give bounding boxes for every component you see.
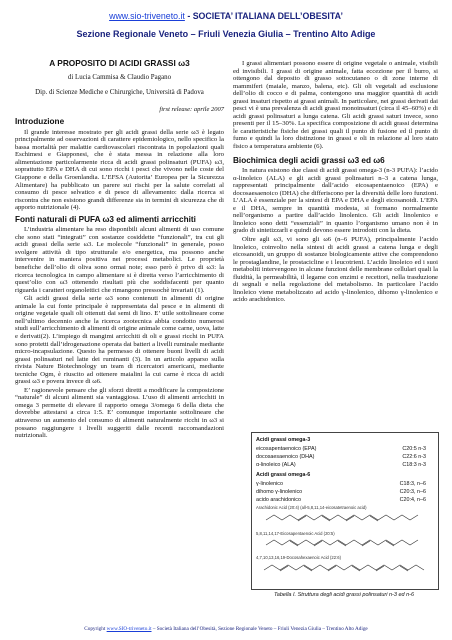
fats-paragraph: I grassi alimentari possono essere di origine vegetale o animale, visibili ed invisibili. I grassi di origine animale, fatta eccezione per il burro, si ottengono dal deposito di grasso sottocutaneo o di zone interne di mammiferi (maiale, manzo, balena, etc). Gli oli vegetali ad esclusione dell’olio di cocco e di palma, contengono una maggior quantità di acidi grassi insaturi rispetto ai grassi animali. In particolare, nei grassi derivati dai pesci vi è una prevalenza di acidi grassi monoinsaturi (circa il 45–60%) e di acidi grassi polinsaturi a lunga catena. Gli acidi grassi saturi invece, sono presenti per il 15–30%. La specifica composizione di acidi grassi determina le caratteristiche fisiche dei grassi quali il punto di fusione ed il punto di fumo e quindi la loro distinzione in grassi e oli in relazione al loro stato fisico a temperatura ambiente (6). bbox=[233, 60, 438, 151]
epa-structure: 5,8,11,14,17-Eicosapentaenoic Acid (20:5) bbox=[256, 531, 432, 556]
epa-molecule-icon bbox=[256, 536, 432, 554]
dha-molecule-icon bbox=[256, 560, 432, 580]
bio-paragraph-2: Oltre agli ω3, vi sono gli ω6 (n–6 PUFA), principalmente l’acido linoleico, coinvolto nella sintesi di acidi grassi a catena lunga e degli eicosanoidi, un gruppo di sostanze biologicamente attive che comprendono le prostaglandine, le prostacicline e i leucotrieni. L’acido linoleico ed i suoi metaboliti intervengono in alcune funzioni delle membrane cellulari quali la fluidità, la permeabilità, il legame con enzimi e recettori, nella trasduzione di segnali e nella regolazione del metabolismo. In particolare l’acido linoleico viene metabolizzato ad acido γ-linolenico, dihomo γ-linolenico e acido arachidonico. bbox=[233, 236, 438, 304]
fatty-acids-table bbox=[251, 432, 439, 590]
arachidonic-molecule-icon bbox=[256, 510, 432, 530]
society-name: - SOCIETA’ ITALIANA DELL’OBESITA’ bbox=[184, 11, 343, 21]
omega3-group-title: Acidi grassi omega-3 bbox=[256, 437, 311, 443]
site-link[interactable]: www.sio-triveneto.it bbox=[109, 11, 185, 21]
table-row: dihomo γ-linolenico C20:3, n–6 bbox=[256, 489, 426, 495]
left-column bbox=[15, 60, 224, 441]
footer bbox=[0, 626, 452, 632]
arachidonic-structure: Arachidonic Acid (20:4) (all-5,8,11,14-eicosatetraenoic acid) bbox=[256, 505, 432, 532]
intro-paragraph: Il grande interesse mostrato per gli acidi grassi della serie ω3 è legato principalmente ad osservazioni di carattere epidemiologico, nello specifico la bassa mortalità per malattie cardiovascolari riscontrata in popolazioni quali Eschimesi e Giapponesi, che è stata messa in relazione alla loro alimentazione particolarmente ricca di acidi grassi polinsaturi (PUFA) ω3, soprattutto EPA e DHA di cui sono ricchi i pesci che vivono nelle coste del Giappone e della Groenlandia. L’EFSA (Autorita’ Europea per la Sicurezza Alimentare) ha pubblicato un parere sui rischi per la salute correlati al consumo di pesce selvatico e di pesce di allevamento: dalla ricerca si riscontra che non esistono grandi differenze sia in termini di sicurezza che di apporto nutrizionale (4). bbox=[15, 128, 224, 212]
table-row: α-linoleico (ALA) C18:3 n-3 bbox=[256, 462, 426, 468]
footer-text: – Società Italiana dell’Obesità, Sezione Regionale Veneto – Friuli Venezia Giulia – Trentino Alto Adige bbox=[151, 626, 368, 632]
header-line bbox=[0, 11, 452, 21]
table-row: acido arachidonico C20:4, n–6 bbox=[256, 497, 426, 503]
table-row: γ-linolenico C18:3, n–6 bbox=[256, 481, 426, 487]
dha-structure: 4,7,10,13,16,19-Docosahexaenoic Acid (22:6) bbox=[256, 555, 432, 582]
table-row: docosaesaenoico (DHA) C22:6 n-3 bbox=[256, 454, 426, 460]
omega6-group-title: Acidi grassi omega-6 bbox=[256, 472, 311, 478]
pufa-heading: Fonti naturali di PUFA ω3 ed alimenti arricchiti bbox=[15, 214, 196, 224]
section-name: Sezione Regionale Veneto – Friuli Venezia Giulia – Trentino Alto Adige bbox=[76, 29, 376, 39]
pufa-paragraph-2: Gli acidi grassi della serie ω3 sono contenuti in alimenti di origine animale la cui fonte principale è rappresentata dal pesce e in alimenti di origine vegetale quali oli ottenuti dai semi di lino. E’ utile sottolineare come nell’ultimo decennio anche la ricerca zootecnica abbia condotto numerosi studi sull’arricchimento di alimenti di origine animale come carne, uova, latte e derivati(2). L’impiego di mangimi arricchiti di oli e grassi ricchi in PUFA sono protetti dall’idrogenazione operata dai batteri a livelli ruminale mediante micro-incapsulazione. Questo ha permesso di ottenere buoni livelli di acidi grassi polinsaturi nel latte dei ruminanti (3). In un articolo apparso sulla rivista Nature Biotechnology un team di ricercatori americani, mediante tecniche Ogm, è riuscito ad ottenere maialini la cui carne è ricca di acidi grassi ω3 e povera invece di ω6. bbox=[15, 295, 224, 386]
bio-paragraph-1: In natura esistono due classi di acidi grassi omega-3 (n-3 PUFA): l’acido α-linoleico (ALA) e gli acidi grassi polinsaturi n–3 a catena lunga, rappresentati principalmente dall’acido eicosapentaenoico (EPA) e docosaesaenoico (DHA) che differiscono per la diversità delle loro funzioni. L’ALA è essenziale per la sintesi di EPA e DHA e degli eicosanoidi. L’EPA e il DHA, sempre in quantità modesta, si formano normalmente nell’organismo a partire dall’acido linolenico. Gli acidi linolenico e linoleico sono detti “essenziali” in quanto l’organismo umano non è in grado di sintetizzarli e quindi devono essere introdotti con la dieta. bbox=[233, 167, 438, 235]
release-date: first release: aprile 2007 bbox=[159, 105, 224, 113]
right-column bbox=[233, 60, 438, 305]
pufa-paragraph-1: L’industria alimentare ha reso disponibili alcuni alimenti di uso comune che sono stati “integrati” con sostanze cosiddette “funzionali”, tra cui gli acidi grassi della serie ω3. Le molecole “funzionali” in generale, posso svolgere attività di tipo strutturale e/o energetica, ma possono anche intervenire in maniera positiva nei processi metabolici. Le proprietà benefiche dell’olio di oliva sono ormai note; esso però è privo di ω3: la ricerca tecnologica in campo alimentare si è diretta verso l’arricchimento di quest’olio con ω3 ottenendo risultati più che soddisfacenti per quanto riguarda i caratteri organolettici che rimangono pressochè invariati (1). bbox=[15, 226, 224, 294]
article-authors: di Lucia Cammisa & Claudio Pagano bbox=[67, 73, 172, 81]
bio-heading: Biochimica degli acidi grassi ω3 ed ω6 bbox=[233, 155, 385, 165]
table-row: eicosapentaenoico (EPA) C20:5 n-3 bbox=[256, 446, 426, 452]
article-title: A PROPOSITO DI ACIDI GRASSI ω3 bbox=[49, 58, 190, 68]
intro-heading: Introduzione bbox=[15, 117, 65, 127]
article-affiliation: Dip. di Scienze Mediche e Chirurgiche, Università di Padova bbox=[35, 89, 204, 97]
table-caption: Tabella I. Struttura degli acidi grassi polinsaturi n-3 ed n-6 bbox=[273, 592, 415, 598]
footer-link[interactable]: www.SIO-triveneto.it bbox=[106, 626, 152, 632]
footer-prefix: Copyright bbox=[84, 626, 107, 632]
pufa-paragraph-3: E’ ragionevole pensare che gli sforzi diretti a modificare la composizione “naturale” di alcuni alimenti sia vantaggiosa. L’uso di alimenti arricchiti in omega 3 permette di elevare il rapporto omega 3/omega 6 della dieta che dovrebbe attestarsi a circa 1:5. E’ comunque importante sottolineare che attraverso un aumento del consumo di alimenti naturalmente ricchi in ω3 si possano raggiungere i livelli suggeriti dalle recenti raccomandazioni nutrizionali. bbox=[15, 386, 224, 440]
